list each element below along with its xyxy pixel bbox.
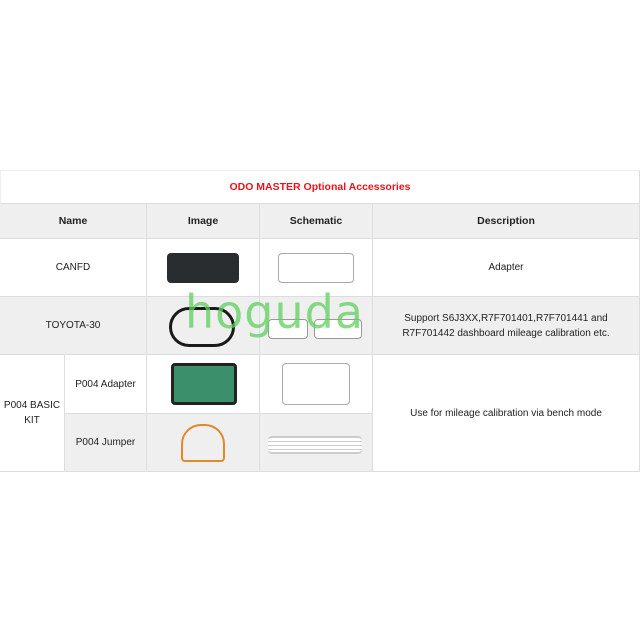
row-p004-adapter-image — [147, 355, 260, 414]
canfd-schematic-drawing — [278, 253, 354, 283]
row-toyota-name: TOYOTA-30 — [0, 297, 147, 355]
row-p004-adapter-schematic — [260, 355, 373, 414]
row-toyota-description: Support S6J3XX,R7F701401,R7F701441 and R7F701442 dashboard mileage calibration etc. — [373, 297, 640, 355]
table-title: ODO MASTER Optional Accessories — [0, 170, 640, 204]
header-description: Description — [373, 204, 640, 239]
p004-adapter-photo — [171, 363, 237, 405]
row-p004-description: Use for mileage calibration via bench mode — [373, 355, 640, 472]
watermark: hoguda — [185, 285, 365, 339]
row-canfd-name: CANFD — [0, 239, 147, 297]
row-p004-adapter-name: P004 Adapter — [65, 355, 147, 414]
jumper-schematic-drawing — [268, 436, 362, 454]
row-p004-jumper-image — [147, 414, 260, 472]
row-p004-jumper-name: P004 Jumper — [65, 414, 147, 472]
canfd-adapter-photo — [167, 253, 239, 283]
row-p004-group: P004 BASIC KIT — [0, 355, 65, 472]
row-canfd-description: Adapter — [373, 239, 640, 297]
header-schematic: Schematic — [260, 204, 373, 239]
row-p004-jumper-schematic — [260, 414, 373, 472]
p004-adapter-schematic-drawing — [282, 363, 350, 405]
jumper-wires-photo — [181, 424, 225, 462]
header-name: Name — [0, 204, 147, 239]
header-image: Image — [147, 204, 260, 239]
